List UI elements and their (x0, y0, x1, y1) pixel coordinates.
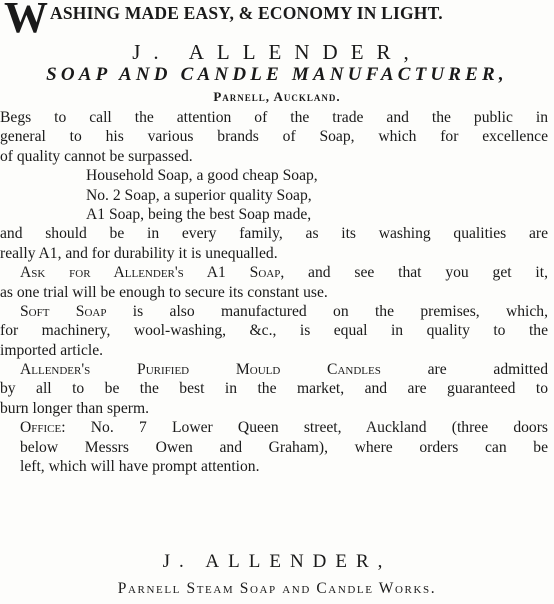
ask-line-2: as one trial will be enough to secure its constant use. (0, 283, 328, 301)
candles-line (0, 360, 548, 379)
brand-item: A1 Soap, being the best Soap made, (86, 205, 312, 223)
intro-line: general to his various brands of Soap, which for excellence (0, 128, 548, 146)
candles-line: burn longer than sperm. (0, 399, 149, 417)
office-rest: No. 7 Lower Queen street, Auckland (three doors (65, 419, 548, 437)
candles-lead: Allender's Purified Mould Candles (20, 361, 381, 379)
headline-row (2, 0, 552, 40)
soft-lead: Soft Soap (20, 302, 107, 320)
trade-title: SOAP AND CANDLE MANUFACTURER, (46, 64, 508, 85)
family-line: and should be in every family, as its washing qualities are (0, 225, 548, 243)
intro-line: of quality cannot be surpassed. (0, 147, 193, 165)
drop-cap: W (4, 0, 48, 42)
soft-soap-line: imported article. (0, 341, 104, 359)
works-name: Parnell Steam Soap and Candle Works. (117, 580, 437, 597)
office-line: left, which will have prompt attention. (20, 458, 260, 476)
headline: ASHING MADE EASY, & ECONOMY IN LIGHT. (50, 3, 443, 23)
candles-rest: are admitted (380, 361, 548, 379)
intro-line: Begs to call the attention of the trade and the public in (0, 109, 548, 126)
ad-body (0, 108, 548, 476)
soft-soap-line (0, 302, 548, 321)
family-line: really A1, and for durability it is unequalled. (0, 244, 278, 262)
ask-rest: and see that you get it, (284, 264, 548, 282)
office-line (0, 418, 548, 437)
signature: J. ALLENDER, (162, 551, 392, 572)
office-lead: Office: (20, 419, 66, 437)
ask-line (0, 263, 548, 282)
brand-item: Household Soap, a good cheap Soap, (86, 167, 318, 185)
soft-soap-line: for machinery, wool-washing, &c., is equal in quality to the (0, 322, 548, 340)
brand-item: No. 2 Soap, a superior quality Soap, (86, 186, 312, 204)
office-line: below Messrs Owen and Graham), where orders can be (20, 438, 548, 456)
location: Parnell, Auckland. (213, 89, 341, 104)
merchant-name: J. ALLENDER, (132, 40, 422, 64)
soft-rest: is also manufactured on the premises, which, (106, 302, 549, 320)
ask-lead: Ask for Allender's A1 Soap, (20, 264, 285, 282)
candles-line: by all to be the best in the market, and are guaranteed to (0, 380, 548, 398)
